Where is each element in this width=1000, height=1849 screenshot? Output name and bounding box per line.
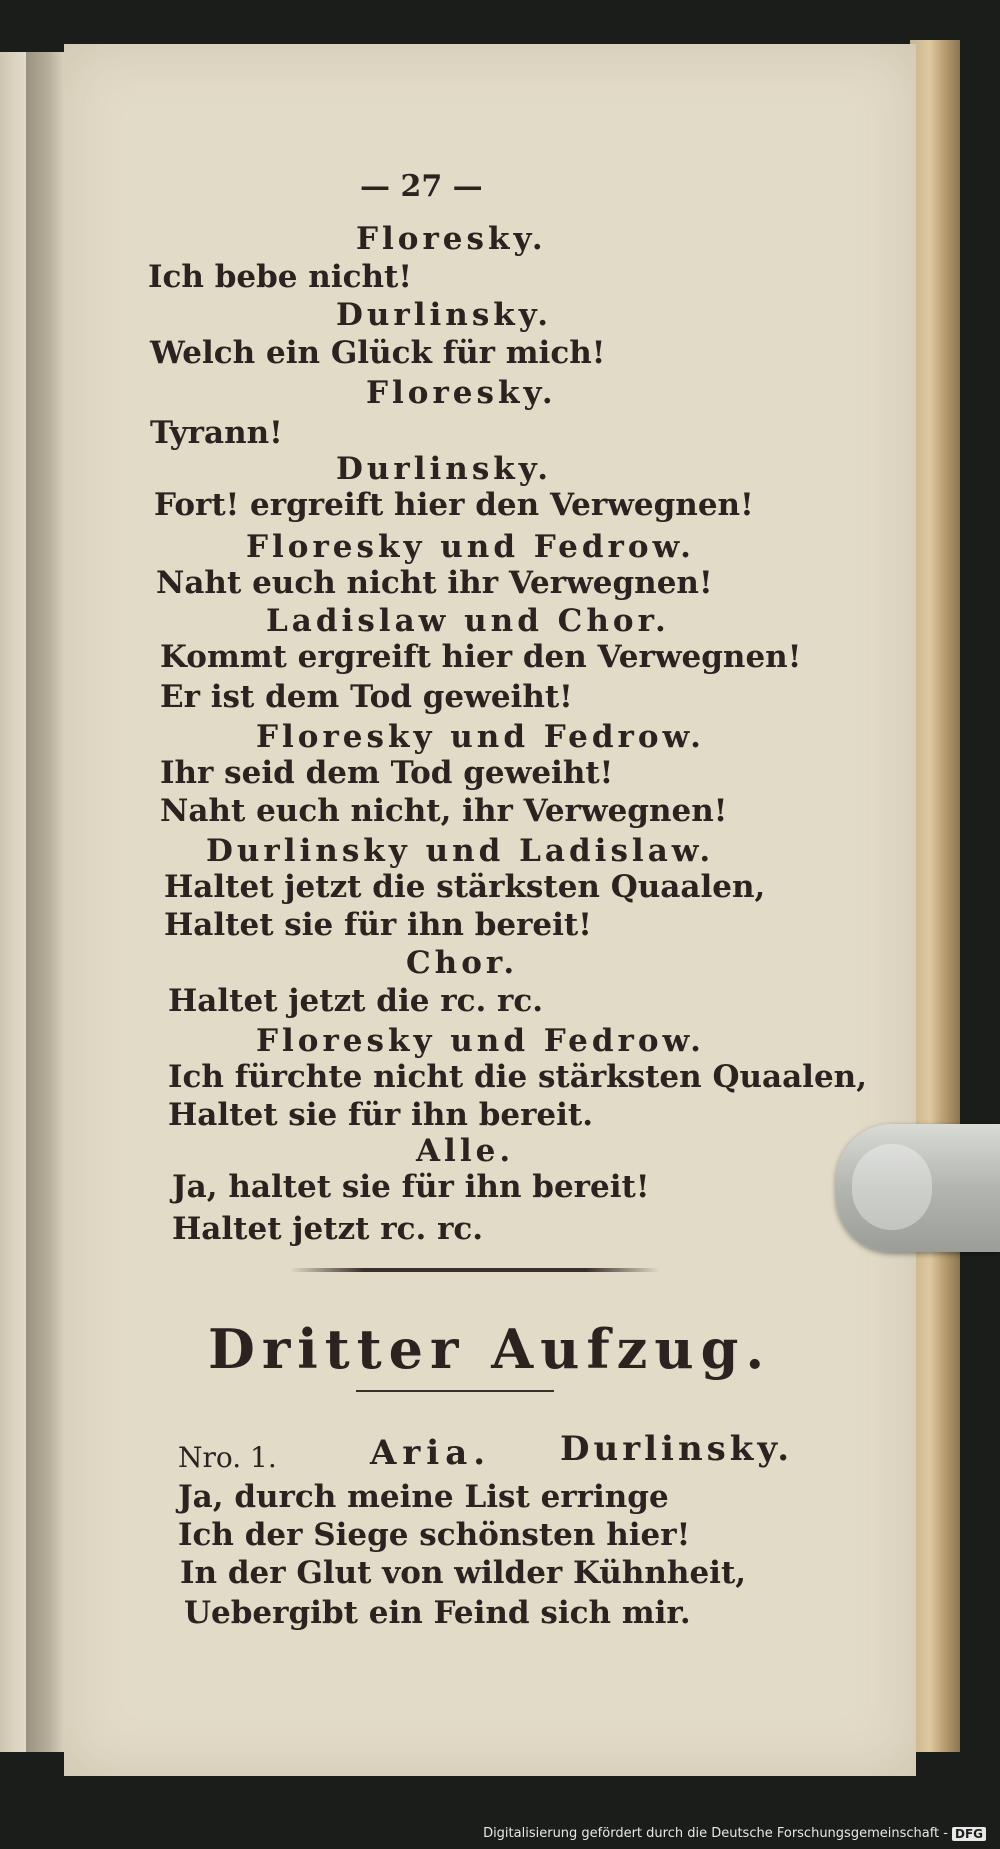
verse-line: Kommt ergreift hier den Verwegnen! bbox=[160, 639, 802, 675]
verse-line: Haltet jetzt die rc. rc. bbox=[168, 983, 544, 1019]
dfg-logo: DFG bbox=[952, 1827, 986, 1841]
verse-line: Ja, haltet sie für ihn bereit! bbox=[172, 1169, 650, 1205]
verse-line: Naht euch nicht ihr Verwegnen! bbox=[156, 565, 713, 601]
speaker-name: Floresky. bbox=[356, 221, 547, 257]
aria-label: Aria. bbox=[370, 1433, 492, 1473]
verse-line: Naht euch nicht, ihr Verwegnen! bbox=[160, 793, 728, 829]
aria-line: In der Glut von wilder Kühnheit, bbox=[180, 1555, 747, 1591]
aria-line: Ich der Siege schönsten hier! bbox=[178, 1517, 691, 1553]
verse-line: Er ist dem Tod geweiht! bbox=[160, 679, 573, 715]
footer-text: Digitalisierung gefördert durch die Deutsche Forschungsgemeinschaft - bbox=[483, 1826, 948, 1841]
book-gutter bbox=[26, 52, 64, 1752]
speaker-name: Chor. bbox=[406, 945, 519, 981]
verse-line: Ihr seid dem Tod geweiht! bbox=[160, 755, 614, 791]
speaker-name: Durlinsky. bbox=[336, 297, 553, 333]
speaker-name: Floresky und Fedrow. bbox=[256, 719, 705, 755]
verse-line: Welch ein Glück für mich! bbox=[150, 335, 606, 371]
speaker-name: Floresky. bbox=[366, 375, 557, 411]
clip-highlight bbox=[852, 1144, 932, 1230]
speaker-name: Alle. bbox=[416, 1133, 515, 1169]
aria-number: Nro. 1. bbox=[178, 1441, 277, 1474]
aria-line: Ja, durch meine List erringe bbox=[178, 1479, 669, 1515]
speaker-name: Durlinsky. bbox=[336, 451, 553, 487]
section-divider bbox=[290, 1268, 660, 1272]
verse-line: Ich bebe nicht! bbox=[148, 259, 412, 295]
verse-line: Ich fürchte nicht die stärksten Quaalen, bbox=[168, 1059, 868, 1095]
aria-singer: Durlinsky. bbox=[560, 1429, 794, 1469]
aria-line: Uebergibt ein Feind sich mir. bbox=[184, 1595, 691, 1631]
speaker-name: Floresky und Fedrow. bbox=[256, 1023, 705, 1059]
verse-line: Tyrann! bbox=[150, 415, 283, 451]
left-page-edge bbox=[0, 52, 26, 1752]
page-number: — 27 — bbox=[360, 169, 483, 204]
speaker-name: Durlinsky und Ladislaw. bbox=[206, 833, 715, 869]
verse-line: Haltet jetzt die stärksten Quaalen, bbox=[164, 869, 766, 905]
speaker-name: Floresky und Fedrow. bbox=[246, 529, 695, 565]
verse-line: Haltet sie für ihn bereit! bbox=[164, 907, 592, 943]
act-heading: Dritter Aufzug. bbox=[208, 1317, 772, 1381]
verse-line: Haltet jetzt rc. rc. bbox=[172, 1211, 484, 1247]
verse-line: Haltet sie für ihn bereit. bbox=[168, 1097, 594, 1133]
speaker-name: Ladislaw und Chor. bbox=[266, 603, 670, 639]
heading-underline bbox=[356, 1390, 554, 1392]
footer-credit bbox=[483, 1826, 986, 1841]
verse-line: Fort! ergreift hier den Verwegnen! bbox=[154, 487, 754, 523]
page-edges bbox=[910, 40, 960, 1752]
